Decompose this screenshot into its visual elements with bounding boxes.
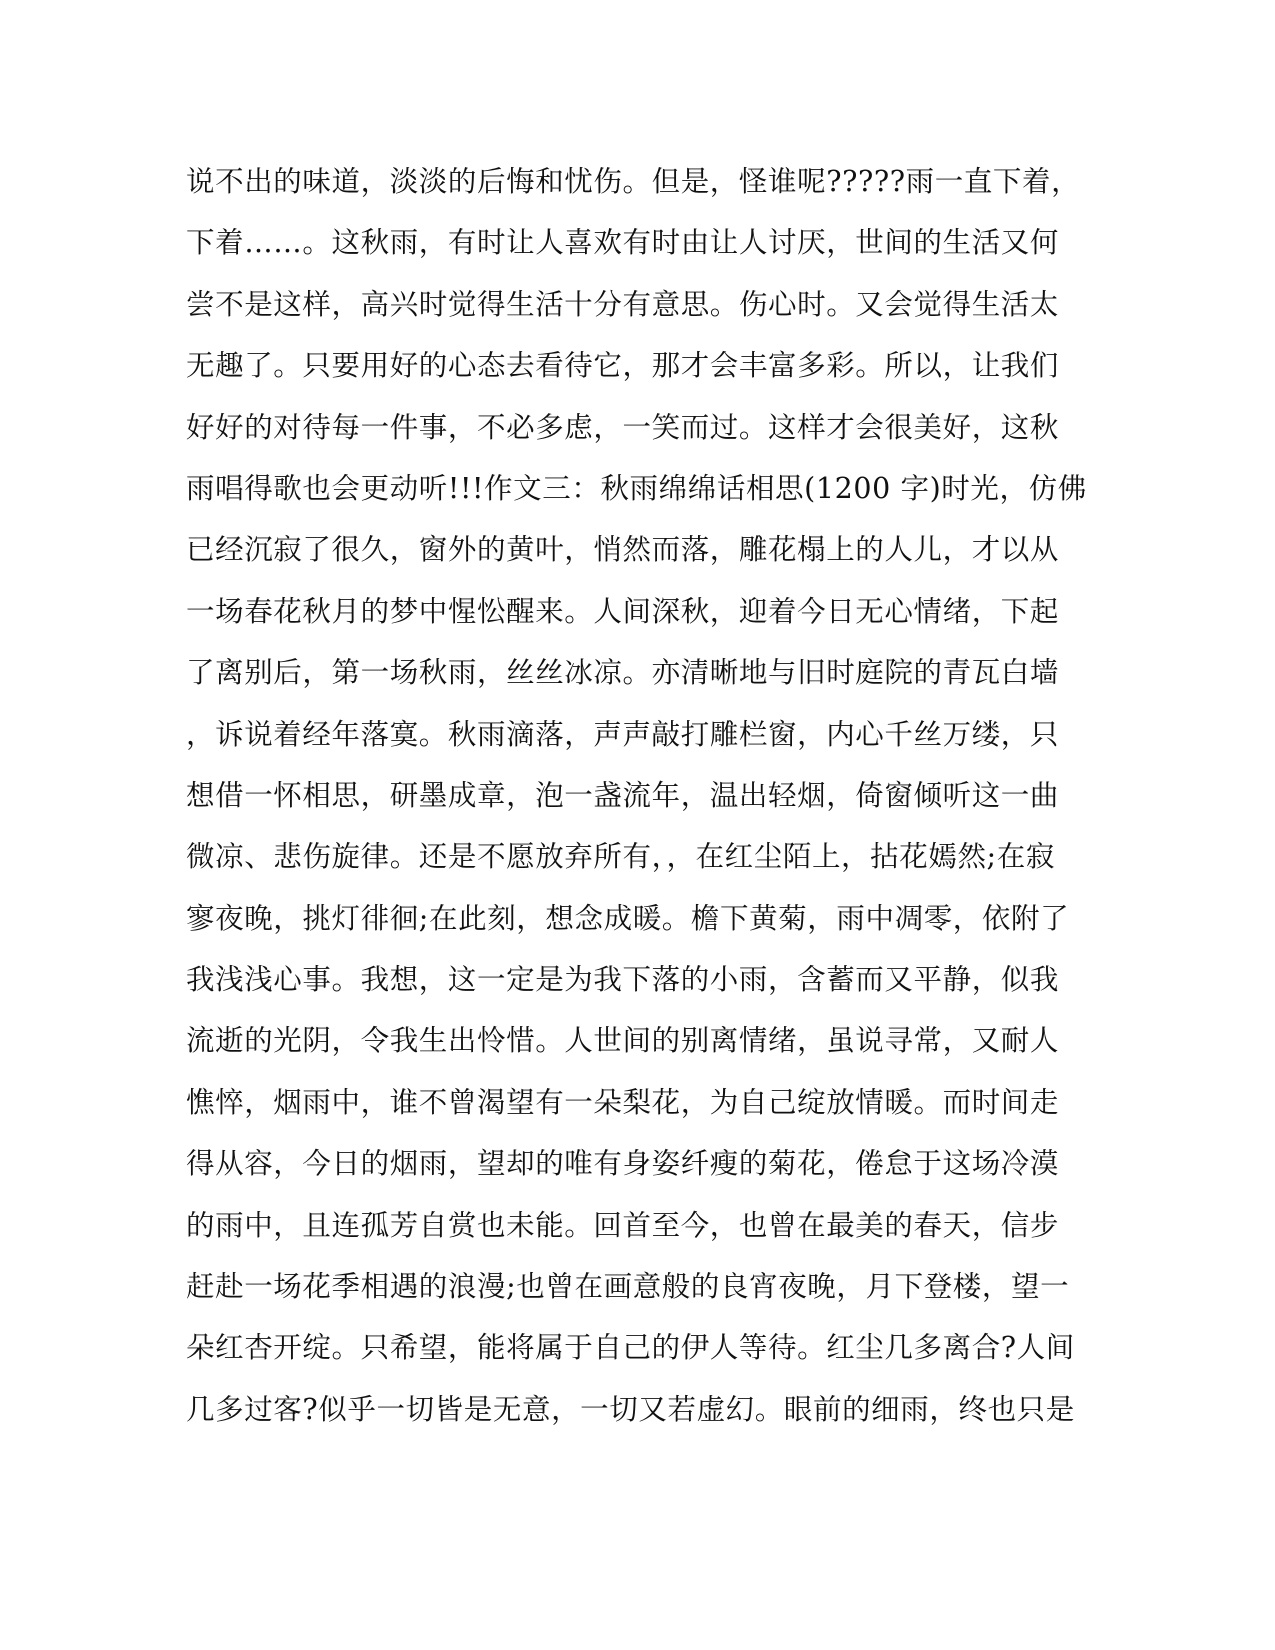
text-line: 好好的对待每一件事，不必多虑，一笑而过。这样才会很美好，这秋 <box>186 410 1060 444</box>
text-line: 得从容，今日的烟雨，望却的唯有身姿纤瘦的菊花，倦怠于这场冷漠 <box>186 1147 1060 1181</box>
text-line: 微凉、悲伤旋律。还是不愿放弃所有，，在红尘陌上，拈花嫣然;在寂 <box>186 840 1055 874</box>
body-text <box>186 158 1087 1447</box>
text-line: 朵红杏开绽。只希望，能将属于自己的伊人等待。红尘几多离合?人间 <box>186 1331 1075 1365</box>
text-line: ，诉说着经年落寞。秋雨滴落，声声敲打雕栏窗，内心千丝万缕，只 <box>186 717 1060 751</box>
text-line: 几多过客?似乎一切皆是无意，一切又若虚幻。眼前的细雨，终也只是 <box>186 1392 1075 1426</box>
text-line: 下着……。这秋雨，有时让人喜欢有时由让人讨厌，世间的生活又何 <box>186 226 1060 260</box>
text-line: 一场春花秋月的梦中惺忪醒来。人间深秋，迎着今日无心情绪，下起 <box>186 594 1060 628</box>
text-line: 了离别后，第一场秋雨，丝丝冰凉。亦清晰地与旧时庭院的青瓦白墙 <box>186 656 1060 690</box>
text-line: 的雨中，且连孤芳自赏也未能。回首至今，也曾在最美的春天，信步 <box>186 1208 1060 1242</box>
text-line: 寥夜晚，挑灯徘徊;在此刻，想念成暖。檐下黄菊，雨中凋零，依附了 <box>186 901 1070 935</box>
text-line: 说不出的味道，淡淡的后悔和忧伤。但是，怪谁呢?????雨一直下着， <box>186 165 1081 198</box>
text-line: 流逝的光阴，令我生出怜惜。人世间的别离情绪，虽说寻常，又耐人 <box>186 1024 1060 1058</box>
text-line: 憔悴，烟雨中，谁不曾渴望有一朵梨花，为自己绽放情暖。而时间走 <box>186 1085 1060 1119</box>
text-line: 无趣了。只要用好的心态去看待它，那才会丰富多彩。所以，让我们 <box>186 349 1060 383</box>
text-line: 我浅浅心事。我想，这一定是为我下落的小雨，含蓄而又平静，似我 <box>186 963 1060 997</box>
text-line: 想借一怀相思，研墨成章，泡一盏流年，温出轻烟，倚窗倾听这一曲 <box>186 778 1060 812</box>
text-line: 赶赴一场花季相遇的浪漫;也曾在画意般的良宵夜晚，月下登楼，望一 <box>186 1270 1070 1304</box>
text-line: 雨唱得歌也会更动听!!!作文三：秋雨绵绵话相思(1200 字)时光，仿佛 <box>186 471 1087 505</box>
text-line: 尝不是这样，高兴时觉得生活十分有意思。伤心时。又会觉得生活太 <box>186 287 1060 321</box>
text-line: 已经沉寂了很久，窗外的黄叶，悄然而落，雕花榻上的人儿，才以从 <box>186 533 1060 567</box>
